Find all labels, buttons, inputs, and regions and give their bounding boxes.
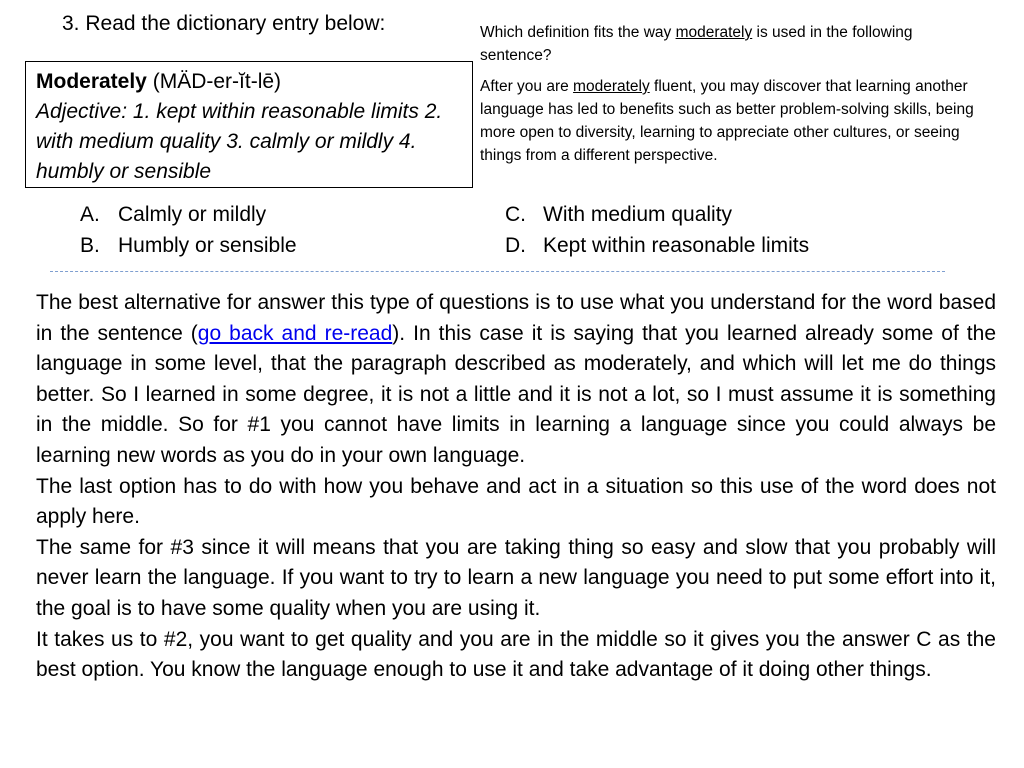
option-b[interactable]: B. Humbly or sensible	[80, 234, 297, 257]
option-c[interactable]: C. With medium quality	[505, 203, 733, 226]
dictionary-definitions: : 1. kept within reasonable limits 2. with medium quality 3. calmly or mildly 4. humbly or sensible	[36, 100, 443, 183]
dictionary-pronunciation: (MÄD-er-ĭt-lē)	[146, 70, 282, 93]
question-prompt: Which definition fits the way moderately is used in the following sentence?	[480, 24, 913, 64]
dictionary-word: Moderately	[36, 70, 147, 93]
explanation-paragraph-2: The last option has to do with how you behave and act in a situation so this use of the word does not apply here.	[36, 474, 996, 529]
dictionary-part-of-speech: Adjective	[36, 100, 122, 123]
question-heading: 3. Read the dictionary entry below:	[62, 12, 386, 35]
question-sentence: After you are moderately fluent, you may discover that learning another language has led to benefits such as better problem-solving skills, being more open to diversity, learning to appreciate other cultures, or seeing things from a different perspective.	[480, 78, 974, 164]
explanation-paragraph-1: The best alternative for answer this type of questions is to use what you understand for the word based in the sentence (go back and re-read). In this case it is saying that you learned already some of the language in some level, that the paragraph described as moderately, and which will let me do things better. So I learned in some degree, it is not a little and it is not a lot, so I must assume it is something in the middle. So for #1 you cannot have limits in learning a language since you could always be learning new words as you do in your own language.	[36, 291, 996, 467]
go-back-link[interactable]: go back and re-read	[197, 321, 393, 345]
option-a[interactable]: A. Calmly or mildly	[80, 203, 267, 226]
explanation-text	[36, 288, 996, 686]
explanation-paragraph-3: The same for #3 since it will means that you are taking thing so easy and slow that you probably will never learn the language. If you want to try to learn a new language you need to put some effort into it, the goal is to have some quality when you are using it.	[36, 535, 996, 620]
prompt-keyword: moderately	[675, 24, 753, 41]
section-divider	[50, 271, 945, 272]
option-d[interactable]: D. Kept within reasonable limits	[505, 234, 810, 257]
explanation-paragraph-4: It takes us to #2, you want to get quality and you are in the middle so it gives you the answer C as the best option. You know the language enough to use it and take advantage of it doing other things.	[36, 627, 996, 682]
dictionary-entry-box	[25, 61, 473, 188]
sentence-keyword: moderately	[573, 78, 650, 95]
question-text	[480, 21, 980, 167]
